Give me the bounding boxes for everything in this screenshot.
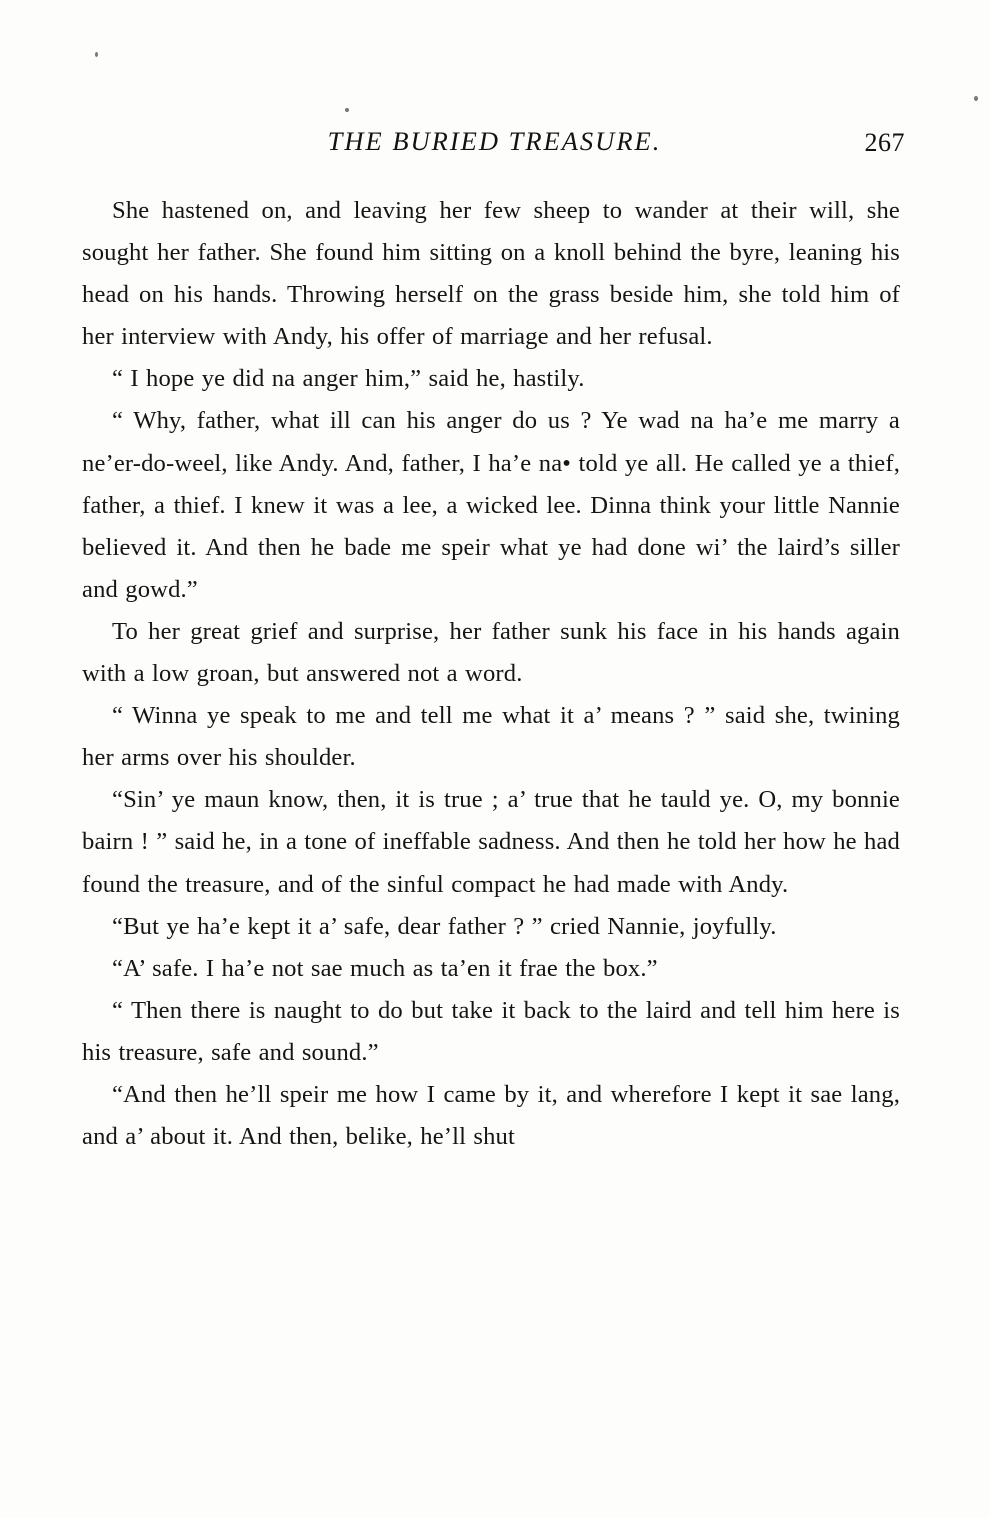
scan-speck-icon	[974, 96, 978, 101]
scan-speck-icon	[345, 108, 349, 112]
paragraph: “ Winna ye speak to me and tell me what it a’ means ? ” said she, twining her arms over his shoulder.	[82, 702, 900, 772]
paragraph: “But ye ha’e kept it a’ safe, dear father ? ” cried Nannie, joyfully.	[112, 912, 777, 940]
page-number: 267	[864, 128, 905, 157]
paragraph: “ Then there is naught to do but take it back to the laird and tell him here is his treasure, safe and sound.”	[82, 996, 900, 1066]
scan-speck-icon	[95, 52, 98, 57]
paragraph: “And then he’ll speir me how I came by it, and wherefore I kept it sae lang, and a’ about it. And then, belike, he’ll shut	[82, 1080, 900, 1151]
paragraph: “A’ safe. I ha’e not sae much as ta’en it frae the box.”	[112, 954, 658, 982]
paragraph: She hastened on, and leaving her few sheep to wander at their will, she sought her father. She found him sitting on a knoll behind the byre, leaning his head on his hands. Throwing herself on the grass beside him, she told him of her interview with Andy, his offer of marriage and her refusal.	[82, 197, 900, 351]
paragraph: “ Why, father, what ill can his anger do us ? Ye wad na ha’e me marry a ne’er-do-weel, like Andy. And, father, I ha’e na• told ye all. He called ye a thief, father, a thief. I knew it was a lee, a wicked lee. Dinna think your little Nannie believed it. And then he bade me speir what ye had done wi’ the laird’s siller and gowd.”	[82, 407, 900, 603]
running-head	[0, 126, 989, 166]
paragraph: “Sin’ ye maun know, then, it is true ; a’ true that he tauld ye. O, my bonnie bairn ! ” said he, in a tone of ineffable sadness. And then he told her how he had found the treasure, and of the sinful compact he had made with Andy.	[82, 786, 900, 898]
body-text	[82, 190, 900, 1158]
page-title: THE BURIED TREASURE.	[327, 126, 662, 156]
paragraph: “ I hope ye did na anger him,” said he, hastily.	[112, 365, 585, 393]
paragraph: To her great grief and surprise, her father sunk his face in his hands again with a low groan, but answered not a word.	[82, 617, 900, 688]
